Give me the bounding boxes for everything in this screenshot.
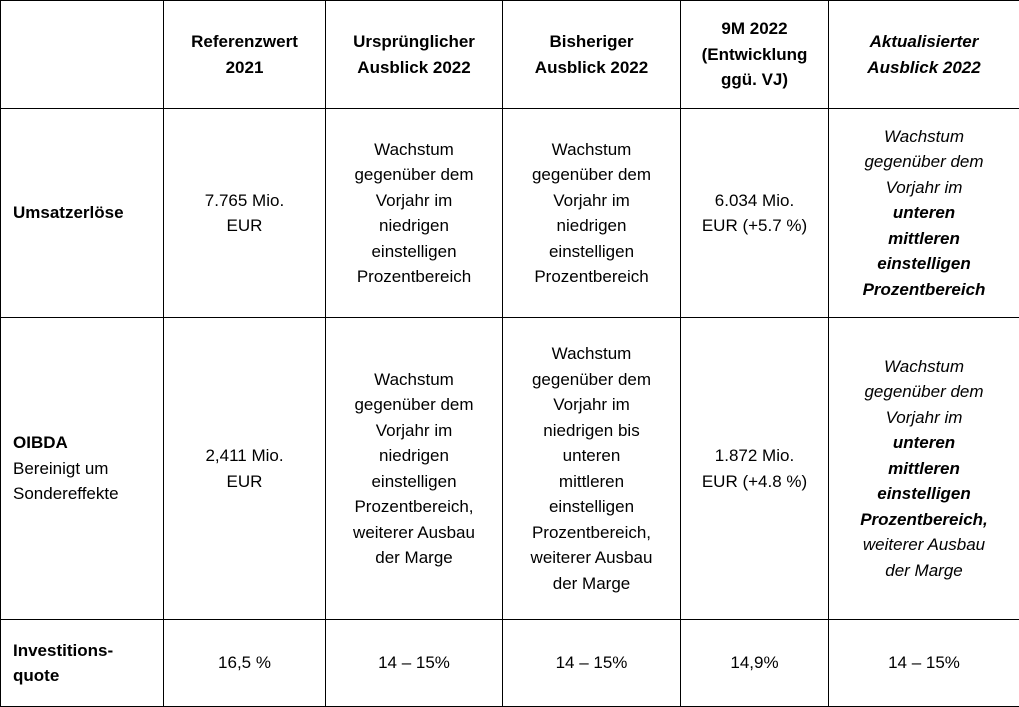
revenue-previous-outlook: Wachstum gegenüber dem Vorjahr im niedrigen einstelligen Prozentbereich	[503, 109, 681, 318]
revenue-original-outlook: Wachstum gegenüber dem Vorjahr im niedrigen einstelligen Prozentbereich	[326, 109, 503, 318]
oibda-updated-outlook: Wachstum gegenüber dem Vorjahr im unteren mittleren einstelligen Prozentbereich, weiterer Ausbau der Marge	[829, 318, 1019, 620]
header-previous-outlook: Bisheriger Ausblick 2022	[503, 1, 681, 109]
capex-updated-outlook: 14 – 15%	[829, 620, 1019, 707]
revenue-reference-value: 7.765 Mio. EUR	[164, 109, 326, 318]
oibda-label: OIBDA Bereinigt um Sondereffekte	[1, 318, 164, 620]
revenue-9m-value: 6.034 Mio. EUR (+5.7 %)	[681, 109, 829, 318]
capex-9m-value: 14,9%	[681, 620, 829, 707]
oibda-9m-value: 1.872 Mio. EUR (+4.8 %)	[681, 318, 829, 620]
header-reference-2021: Referenzwert 2021	[164, 1, 326, 109]
capex-reference-value: 16,5 %	[164, 620, 326, 707]
header-updated-outlook: Aktualisierter Ausblick 2022	[829, 1, 1019, 109]
header-9m-2022: 9M 2022 (Entwicklung ggü. VJ)	[681, 1, 829, 109]
header-empty-cell	[1, 1, 164, 109]
revenue-label: Umsatzerlöse	[1, 109, 164, 318]
capex-label: Investitions- quote	[1, 620, 164, 707]
revenue-row	[1, 109, 1019, 318]
header-original-outlook: Ursprünglicher Ausblick 2022	[326, 1, 503, 109]
oibda-previous-outlook: Wachstum gegenüber dem Vorjahr im niedrigen bis unteren mittleren einstelligen Prozentbereich, weiterer Ausbau der Marge	[503, 318, 681, 620]
capex-previous-outlook: 14 – 15%	[503, 620, 681, 707]
header-row	[1, 1, 1019, 109]
oibda-original-outlook: Wachstum gegenüber dem Vorjahr im niedrigen einstelligen Prozentbereich, weiterer Ausbau der Marge	[326, 318, 503, 620]
capex-original-outlook: 14 – 15%	[326, 620, 503, 707]
capex-row	[1, 620, 1019, 707]
oibda-row	[1, 318, 1019, 620]
oibda-reference-value: 2,411 Mio. EUR	[164, 318, 326, 620]
revenue-updated-outlook: Wachstum gegenüber dem Vorjahr im unteren mittleren einstelligen Prozentbereich	[829, 109, 1019, 318]
